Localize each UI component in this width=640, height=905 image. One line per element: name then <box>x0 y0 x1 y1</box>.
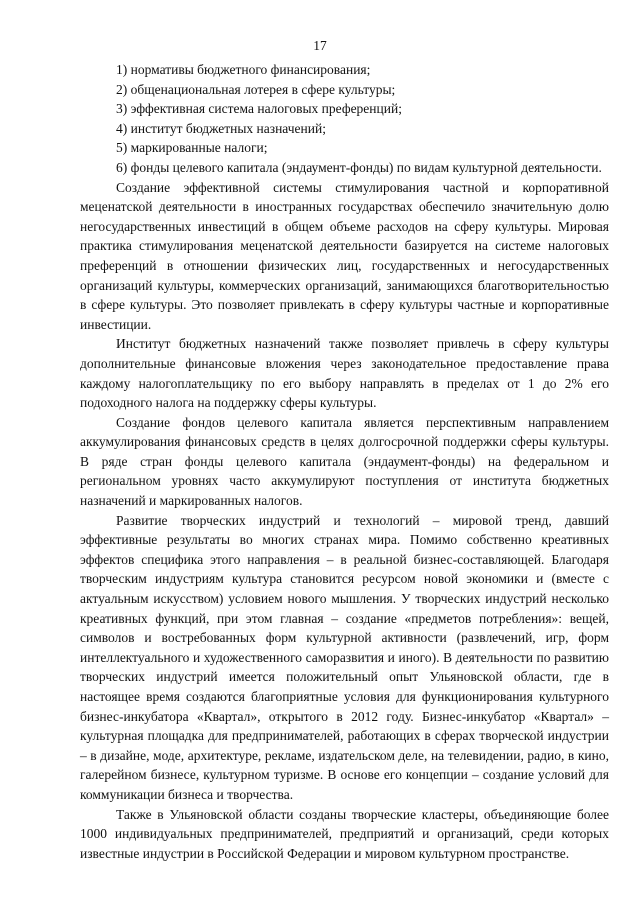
paragraph: Институт бюджетных назначений также позволяет привлечь в сферу культуры дополнительные финансовые вложения через законодательное предоставление права каждому налогоплательщику по его выбору направлять в пределах от 1 до 2% его подоходного налога на поддержку сферы культуры. <box>80 336 609 411</box>
page-body <box>80 60 609 863</box>
paragraph: Развитие творческих индустрий и технологий – мировой тренд, давший эффективные результаты во многих странах мира. Помимо собственно креативных эффектов специфика этого направления – в реальной бизнес-составляющей. Благодаря творческим индустриям культура становится ресурсом новой экономики и (вместе с актуальным искусством) условием нового мышления. У творческих индустрий несколько креативных функций, при этом главная – создание «предметов потребления»: вещей, символов и востребованных форм культурной активности (развлечений, игр, форм интеллектуального и художественного саморазвития и иного). В деятельности по развитию творческих индустрий имеется положительный опыт Ульяновской области, где в настоящее время создаются благоприятные условия для функционирования культурного бизнес-инкубатора «Квартал», открытого в 2012 году. Бизнес-инкубатор «Квартал» – культурная площадка для предпринимателей, работающих в сферах творческой индустрии – в дизайне, моде, архитектуре, рекламе, издательском деле, на телевидении, радио, в кино, галерейном бизнесе, культурном туризме. В основе его концепции – создание условий для коммуникации бизнеса и творчества. <box>80 512 609 802</box>
list-item: 4) институт бюджетных назначений; <box>116 120 326 136</box>
paragraph: Также в Ульяновской области созданы творческие кластеры, объединяющие более 1000 индивидуальных предпринимателей, предприятий и организаций, среди которых известные индустрии в Российской Федерации и мировом культурном пространстве. <box>80 806 609 861</box>
page-number: 17 <box>313 38 327 53</box>
list-item: 1) нормативы бюджетного финансирования; <box>116 62 371 77</box>
paragraph: Создание эффективной системы стимулирования частной и корпоративной меценатской деятельности в иностранных государствах обеспечило значительную долю негосударственных инвестиций в общем объеме расходов на сферу культуры. Мировая практика стимулирования меценатской деятельности базируется на системе налоговых преференций в отношении физических лиц, государственных и негосударственных организаций культуры, коммерческих организаций, занимающихся благотворительностью в сфере культуры. Это позволяет привлекать в сферу культуры частные и корпоративные инвестиции. <box>80 179 609 332</box>
list-item: 3) эффективная система налоговых преференций; <box>116 101 402 117</box>
paragraph: Создание фондов целевого капитала является перспективным направлением аккумулирования финансовых средств в целях долгосрочной поддержки сферы культуры. В ряде стран фонды целевого капитала (эндаумент-фонды) на федеральном и региональном уровнях часто аккумулируют поступления от института бюджетных назначений и маркированных налогов. <box>80 414 609 509</box>
list-item: 6) фонды целевого капитала (эндаумент-фонды) по видам культурной деятельности. <box>116 159 602 175</box>
list-item: 2) общенациональная лотерея в сфере культуры; <box>116 81 396 97</box>
list-item: 5) маркированные налоги; <box>116 140 268 156</box>
